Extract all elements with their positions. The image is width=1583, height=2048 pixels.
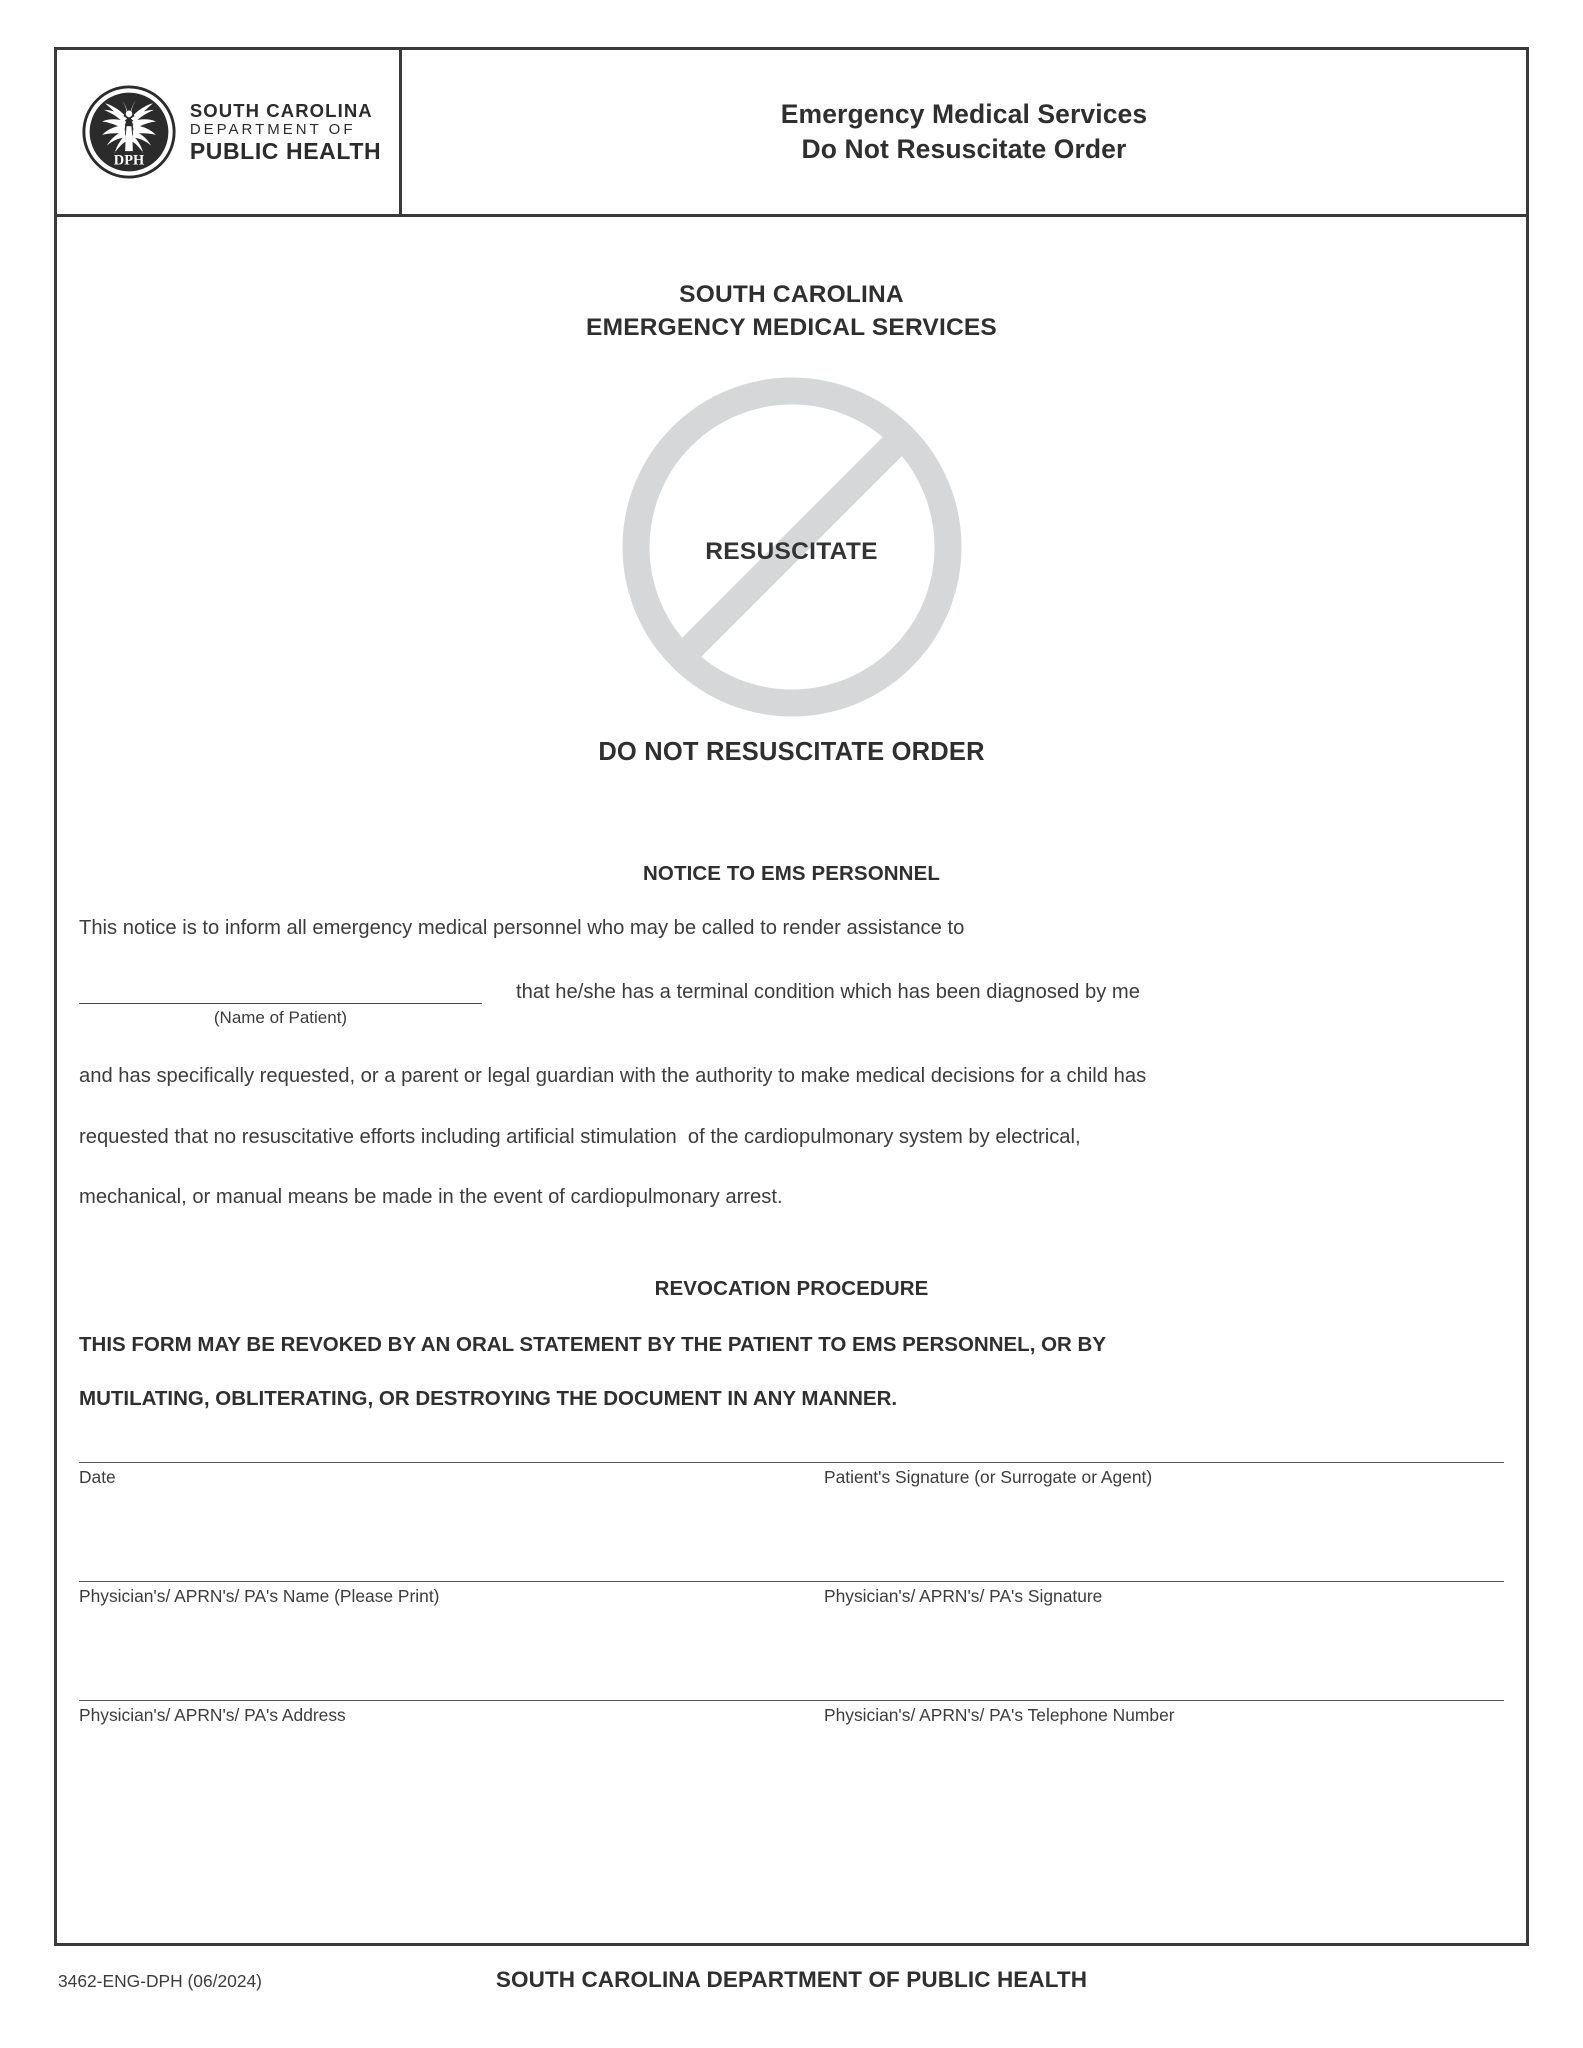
- signature-block-physician-address: [79, 1700, 1504, 1819]
- logo-line-south-carolina: SOUTH CAROLINA: [189, 99, 373, 121]
- label-date: Date: [79, 1466, 116, 1487]
- header-title-line2: Do Not Resuscitate Order: [801, 134, 1127, 164]
- label-physician-address: Physician's/ APRN's/ PA's Address: [79, 1704, 346, 1725]
- footer-form-code: 3462-ENG-DPH (06/2024): [58, 1971, 262, 1991]
- logo-line-department-of: DEPARTMENT OF: [189, 121, 356, 139]
- notice-line-4: requested that no resuscitative efforts including artificial stimulation of the cardiopulmonary system by electrical,: [79, 1125, 1081, 1148]
- logo-line-public-health: PUBLIC HEALTH: [189, 138, 382, 165]
- header-title-line1: Emergency Medical Services: [780, 98, 1148, 129]
- signature-rule[interactable]: [79, 1700, 1504, 1701]
- form-header: [57, 50, 1526, 217]
- page-footer: [54, 1965, 1529, 2007]
- signature-area: [57, 1462, 1526, 1819]
- document-title-line1: SOUTH CAROLINA: [679, 281, 904, 308]
- signature-labels: [79, 1467, 1504, 1488]
- notice-line-2-after-blank: that he/she has a terminal condition which has been diagnosed by me: [516, 981, 1140, 1004]
- logo-wordmark: [190, 101, 381, 164]
- no-resuscitate-symbol-block: [57, 371, 1526, 726]
- label-physician-name: Physician's/ APRN's/ PA's Name (Please Print): [79, 1585, 440, 1606]
- revocation-section-heading: REVOCATION PROCEDURE: [654, 1276, 929, 1300]
- revocation-body: [57, 1332, 1526, 1411]
- revocation-line-2: MUTILATING, OBLITERATING, OR DESTROYING THE DOCUMENT IN ANY MANNER.: [79, 1387, 898, 1411]
- notice-line-1: This notice is to inform all emergency medical personnel who may be called to render assistance to: [79, 917, 965, 940]
- form-body: [57, 217, 1526, 1943]
- label-physician-signature: Physician's/ APRN's/ PA's Signature: [824, 1585, 1103, 1606]
- patient-name-caption: (Name of Patient): [213, 1008, 348, 1028]
- header-title-cell: [402, 50, 1526, 214]
- notice-body-continued: [57, 1066, 1526, 1207]
- signature-block-physician-name: [79, 1581, 1504, 1700]
- label-physician-telephone: Physician's/ APRN's/ PA's Telephone Number: [824, 1704, 1175, 1725]
- signature-block-date-patient: [79, 1462, 1504, 1581]
- document-title-line2: EMERGENCY MEDICAL SERVICES: [586, 313, 997, 341]
- signature-rule[interactable]: [79, 1462, 1504, 1463]
- signature-labels: [79, 1586, 1504, 1607]
- notice-body: [57, 918, 1526, 938]
- patient-name-input[interactable]: [79, 978, 482, 1004]
- symbol-label-resuscitate: RESUSCITATE: [705, 538, 878, 566]
- form-outer-frame: [54, 47, 1529, 1946]
- patient-name-line-row: [57, 978, 1526, 1026]
- notice-section-heading: NOTICE TO EMS PERSONNEL: [643, 862, 940, 886]
- dph-tree-seal-icon: [81, 84, 177, 180]
- notice-line-5: mechanical, or manual means be made in the event of cardiopulmonary arrest.: [79, 1185, 783, 1208]
- scdph-logo: [81, 84, 381, 180]
- label-patient-signature: Patient's Signature (or Surrogate or Agent): [824, 1466, 1153, 1487]
- dnr-order-heading: DO NOT RESUSCITATE ORDER: [598, 738, 985, 767]
- header-logo-cell: [57, 50, 402, 214]
- signature-rule[interactable]: [79, 1581, 1504, 1582]
- dph-badge-text: DPH: [113, 152, 145, 169]
- document-title: [57, 279, 1526, 344]
- notice-line-3: and has specifically requested, or a parent or legal guardian with the authority to make medical decisions for a child has: [79, 1065, 1147, 1088]
- footer-agency-name: SOUTH CAROLINA DEPARTMENT OF PUBLIC HEALTH: [495, 1967, 1088, 1992]
- signature-labels: [79, 1705, 1504, 1726]
- revocation-line-1: THIS FORM MAY BE REVOKED BY AN ORAL STATEMENT BY THE PATIENT TO EMS PERSONNEL, OR BY: [79, 1332, 1107, 1356]
